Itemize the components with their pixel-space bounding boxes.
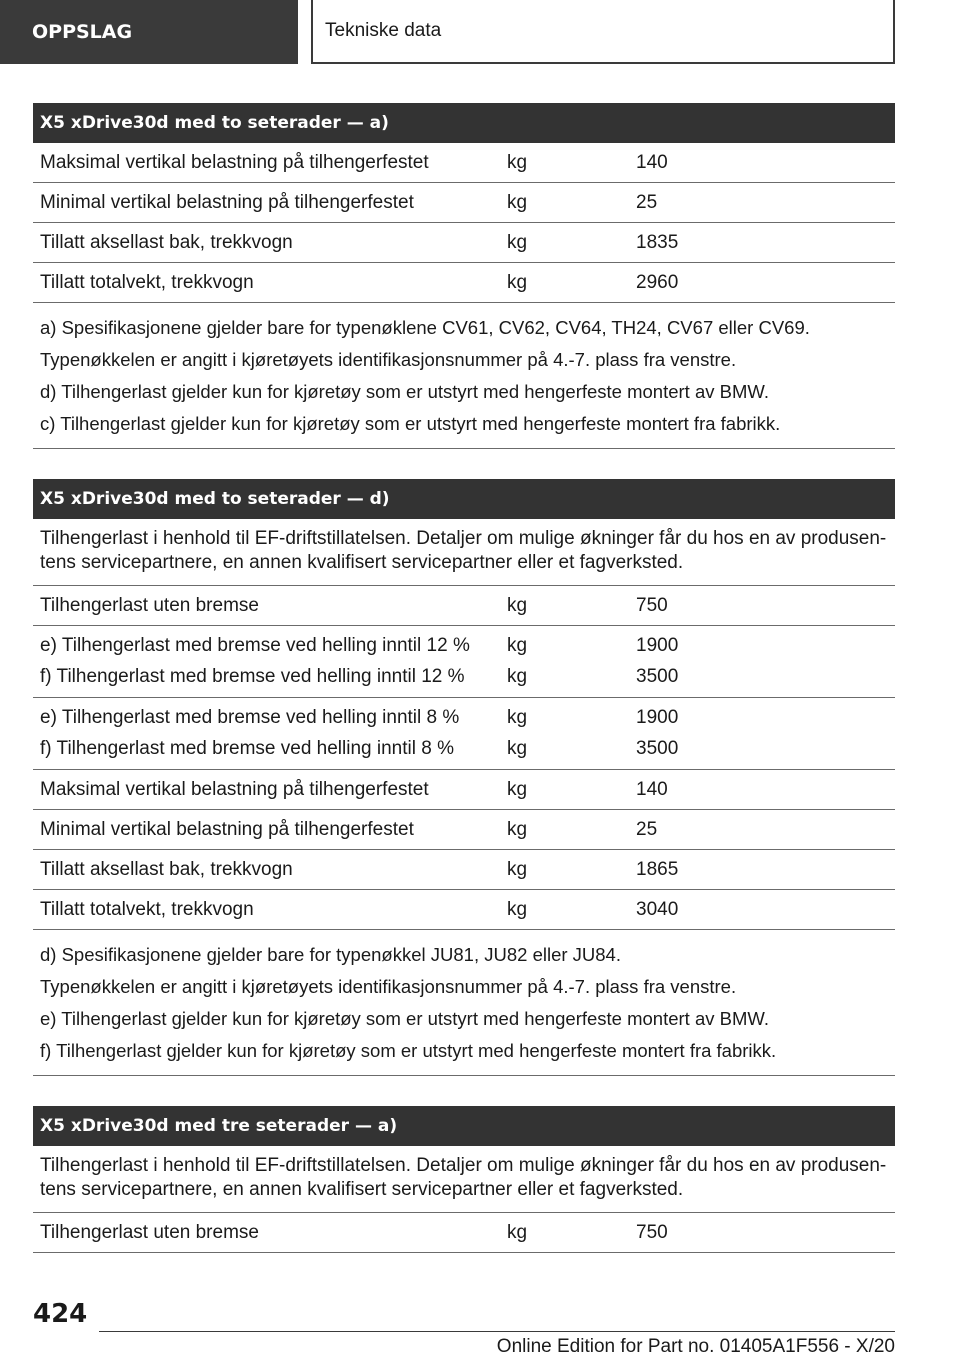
row-unit: kg <box>507 231 528 253</box>
table-subrow <box>33 662 895 693</box>
table-subrow <box>33 631 895 662</box>
row-unit: kg <box>507 898 528 920</box>
row-label: Tillatt totalvekt, trekkvogn <box>40 271 254 293</box>
table-row <box>33 586 895 626</box>
row-value: 1865 <box>636 858 679 880</box>
row-value: 25 <box>636 818 658 840</box>
spec-section-3 <box>33 1106 895 1253</box>
table-subrow <box>33 734 895 765</box>
row-unit: kg <box>507 858 528 880</box>
row-unit: kg <box>507 666 528 687</box>
table-row <box>33 1213 895 1253</box>
spec-sections <box>33 103 895 1283</box>
footnote: f) Tilhengerlast gjelder kun for kjøretøy som er utstyrt med hengerfeste montert fra fabrikk. <box>40 1040 777 1061</box>
row-value: 1900 <box>636 707 679 728</box>
row-label: Maksimal vertikal belastning på tilhengerfestet <box>40 151 429 173</box>
table-row <box>33 850 895 890</box>
footnote: d) Spesifikasjonene gjelder bare for typenøkkel JU81, JU82 eller JU84. <box>40 944 621 965</box>
footer-edition: Online Edition for Part no. 01405A1F556 - X/20 <box>496 1336 895 1357</box>
row-unit: kg <box>507 151 528 173</box>
spec-section-1 <box>33 103 895 449</box>
row-label: e) Tilhengerlast med bremse ved helling inntil 12 % <box>40 635 470 656</box>
row-label: Maksimal vertikal belastning på tilhengerfestet <box>40 778 429 800</box>
row-unit: kg <box>507 635 528 656</box>
row-label: e) Tilhengerlast med bremse ved helling inntil 8 % <box>40 707 460 728</box>
row-value: 3500 <box>636 738 679 759</box>
table-row <box>33 698 895 770</box>
row-value: 1835 <box>636 231 679 253</box>
footnote: a) Spesifikasjonene gjelder bare for typenøklene CV61, CV62, CV64, TH24, CV67 eller CV69. <box>40 317 810 338</box>
footnote: c) Tilhengerlast gjelder kun for kjøretøy som er utstyrt med hengerfeste montert fra fabrikk. <box>40 413 781 434</box>
section-intro: Tilhengerlast i henhold til EF-driftstillatelsen. Detaljer om mulige økninger får du hos en av produsen-tens servicepartnere, en annen kvalifisert servicepartner eller et fagverksted. <box>33 1146 895 1213</box>
row-label: Tilhengerlast uten bremse <box>40 594 259 616</box>
footnote: d) Tilhengerlast gjelder kun for kjøretøy som er utstyrt med hengerfeste montert av BMW. <box>40 381 769 402</box>
row-value: 140 <box>636 778 668 800</box>
row-value: 2960 <box>636 271 679 293</box>
row-unit: kg <box>507 707 528 728</box>
section-title: X5 xDrive30d med to seterader — a) <box>33 103 895 143</box>
table-row <box>33 223 895 263</box>
table-row <box>33 143 895 183</box>
row-value: 750 <box>636 594 668 616</box>
row-label: f) Tilhengerlast med bremse ved helling inntil 8 % <box>40 738 454 759</box>
table-row <box>33 810 895 850</box>
row-value: 25 <box>636 191 658 213</box>
chapter-title: Tekniske data <box>311 0 895 64</box>
footnote: Typenøkkelen er angitt i kjøretøyets identifikasjonsnummer på 4.-7. plass fra venstre. <box>40 976 737 997</box>
section-tab: OPPSLAG <box>0 0 298 64</box>
row-unit: kg <box>507 778 528 800</box>
row-label: Tillatt totalvekt, trekkvogn <box>40 898 254 920</box>
section-title: X5 xDrive30d med tre seterader — a) <box>33 1106 895 1146</box>
row-unit: kg <box>507 594 528 616</box>
footnote: Typenøkkelen er angitt i kjøretøyets identifikasjonsnummer på 4.-7. plass fra venstre. <box>40 349 737 370</box>
page-number: 424 <box>33 1299 88 1329</box>
row-unit: kg <box>507 818 528 840</box>
table-row <box>33 626 895 698</box>
row-value: 3500 <box>636 666 679 687</box>
table-subrow <box>33 703 895 734</box>
row-value: 1900 <box>636 635 679 656</box>
row-value: 3040 <box>636 898 679 920</box>
table-row <box>33 770 895 810</box>
table-row <box>33 183 895 223</box>
footnote: e) Tilhengerlast gjelder kun for kjøretøy som er utstyrt med hengerfeste montert av BMW. <box>40 1008 769 1029</box>
row-value: 140 <box>636 151 668 173</box>
row-label: Tillatt aksellast bak, trekkvogn <box>40 858 293 880</box>
row-label: Minimal vertikal belastning på tilhengerfestet <box>40 191 414 213</box>
row-label: Tillatt aksellast bak, trekkvogn <box>40 231 293 253</box>
row-label: f) Tilhengerlast med bremse ved helling inntil 12 % <box>40 666 465 687</box>
table-row <box>33 263 895 303</box>
row-unit: kg <box>507 738 528 759</box>
row-label: Tilhengerlast uten bremse <box>40 1221 259 1243</box>
footnotes <box>33 930 895 1076</box>
row-label: Minimal vertikal belastning på tilhengerfestet <box>40 818 414 840</box>
section-title: X5 xDrive30d med to seterader — d) <box>33 479 895 519</box>
row-unit: kg <box>507 1221 528 1243</box>
section-intro: Tilhengerlast i henhold til EF-driftstillatelsen. Detaljer om mulige økninger får du hos en av produsen-tens servicepartnere, en annen kvalifisert servicepartner eller et fagverksted. <box>33 519 895 586</box>
spec-section-2 <box>33 479 895 1076</box>
table-row <box>33 890 895 930</box>
footnotes <box>33 303 895 449</box>
footer-divider <box>99 1331 895 1332</box>
row-value: 750 <box>636 1221 668 1243</box>
row-unit: kg <box>507 191 528 213</box>
row-unit: kg <box>507 271 528 293</box>
